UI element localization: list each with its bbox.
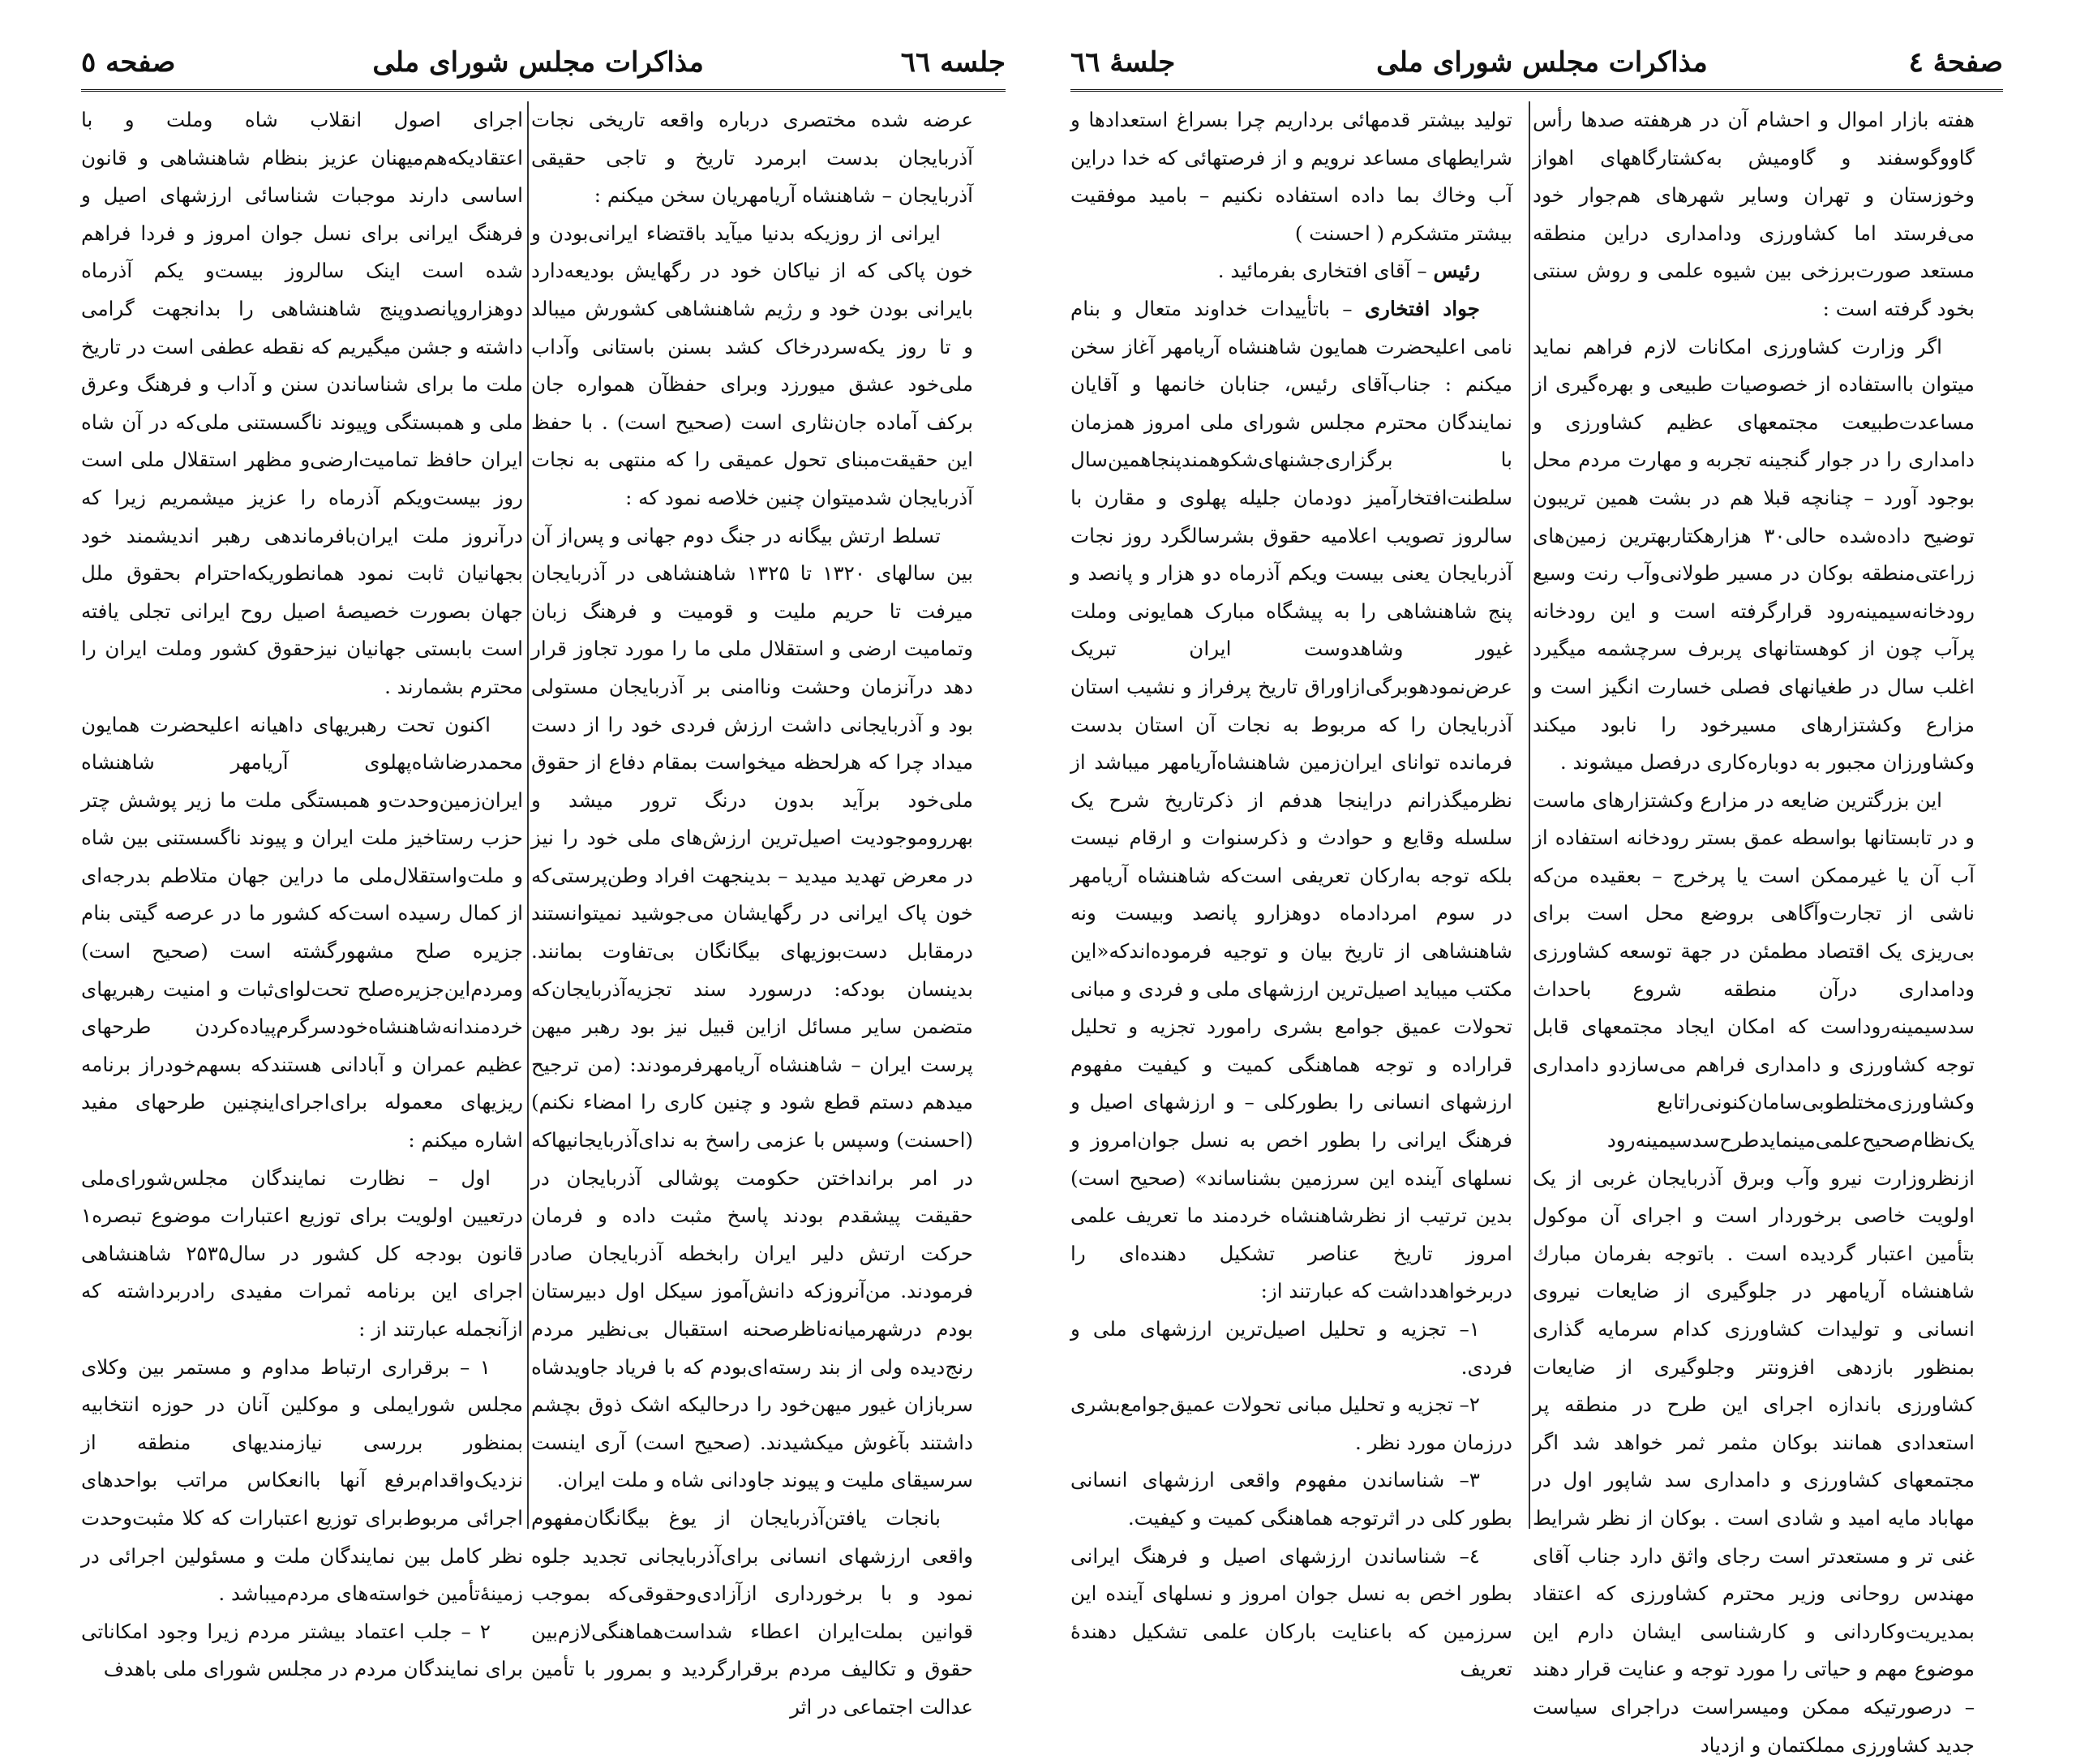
paragraph: اجرای اصول انقلاب شاه وملت و با اعتقادیکه‌هم‌میهنان عزیز بنظام شاهنشاهی و قانون اساسی دارند موجبات شناسائی ارزشهای اصیل و فرهنگ ایرانی برای نسل جوان امروز و فردا فراهم شده است اینک سالروز بیست‌و یکم آذرماه دوهزاروپانصدوپنج شاهنشاهی را بدانجهت گرامی داشته و جشن میگیریم که نقطه عطفی است در تاریخ ملت ما برای شناساندن سنن و آداب و فرهنگ وعرق ملی و همبستگی وپیوند ناگسستنی ملی‌که در آن شاه ایران حافظ تمامیت‌ارضی‌و مظهر استقلال ملی است روز بیست‌ویکم آذرماه را عزیز میشمریم زیرا که درآنروز ملت ایران‌بافرماندهی رهبر اندیشمند خود بجهانیان ثابت نمود همانطوریکه‌احترام بحقوق ملل جهان بصورت خصیصهٔ اصیل روح ایرانی تجلی یافته است بابستی جهانیان نیزحقوق کشور وملت ایران را محترم بشمارند . <box>81 108 523 698</box>
right-page-inner-column <box>1070 101 1512 1681</box>
left-column-divider <box>527 101 529 1529</box>
speech-text: – آقای افتخاری بفرمائید . <box>1217 259 1434 283</box>
paragraph: اول – نظارت نمایندگان مجلس‌شورای‌ملی درتعیین اولویت برای توزیع اعتبارات موضوع تبصره۱ قانون بودجه کل کشور در سال۲۵۳۵ شاهنشاهی اجرای این برنامه ثمرات مفیدی رادربرداشته که ازآنجمله عبارتند از : <box>81 1165 524 1341</box>
paragraph: ایرانی از روزیکه بدنیا میآید باقتضاء ایرانی‌بودن و خون پاکی که از نیاکان خود در رگهایش بودیعه‌دارد بایرانی بودن خود و رژیم شاهنشاهی کشورش میبالد و تا روز یکه‌سردرخاک کشد بسنن باستانی وآداب ملی‌خود عشق میورزد وبرای حفظآن همواره جان برکف آماده جان‌نثاری است (صحیح است) . با حفظ این حقیقت‌مبنای تحول عمیقی را که منتهی به نجات آذربایجان شدمیتوان چنین خلاصه نمود که : <box>531 221 973 509</box>
paragraph: ۱ – برقراری ارتباط مداوم و مستمر بین وکلای مجلس شورایملی و موکلین آنان در حوزه انتخابیه بمنظور بررسی نیازمندیهای منطقه از نزدیک‌واقدام‌برفع آنها باانعکاس مراتب بواحدهای اجرائی مربوط‌برای توزیع اعتبارات که کلا مثبت‌وحدت نظر کامل بین نمایندگان ملت و مسئولین اجرائی در زمینهٔ‌تأمین خواسته‌های مردم‌میباشد . <box>81 1354 523 1606</box>
right-page <box>1038 0 2076 1757</box>
list-item: ٤– شناساندن ارزشهای اصیل و فرهنگ ایرانی بطور اخص به نسل جوان امروز و نسلهای آینده این سرزمین که باعنایت بارکان علمی تشکیل دهندهٔ تعریف <box>1070 1543 1512 1681</box>
paragraph: عرضه شده مختصری دربار‌ه واقعه تاریخی نجات آذربایجان بدست ابرمرد تاریخ و تاجی حقیقی آذربایجان – شاهنشاه آریامهریان سخن میکنم : <box>531 108 973 208</box>
list-item: ۳– شناساندن مفهوم واقعی ارزشهای انسانی بطور کلی در اثرتوجه هماهنگی کمیت و کیفیت. <box>1070 1468 1512 1530</box>
left-page-inner-column <box>531 101 973 1719</box>
right-session-number: جلسهٔ ٦٦ <box>1070 46 1176 79</box>
left-session-number: جلسه ٦٦ <box>900 46 1006 79</box>
speaker-name: جواد افتخاری <box>1364 296 1480 320</box>
paragraph: این بزرگترین ضایعه در مزارع وکشتزارهای ماست و در تابستانها بواسطه عمق بستر رودخانه استفاده از آب آن یا غیرممکن است یا پرخرج – بعقیده من‌که ناشی از تجارت‌وآگاهی بروضع محل است برای بی‌ریزی یک اقتصاد مطمئن در جهة توسعه کشاورزی ودامداری درآن منطقه شروع باحداث سدسیمینه‌روداست که امکان ایجاد مجتمعهای قابل توجه کشاورزی و دامداری فراهم می‌سازدو دامداری وکشاورزی‌مختلطوبی‌سامان‌کنونی‌راتابع یک‌نظام‌صحیح‌علمی‌مینماید‌طرح‌سدسیمینه‌رود ازنظروزارت نیرو وآب وبرق آذربایجان غربی از یک اولویت خاصی برخوردار است و اجرای آن موکول بتأمین اعتبار گردیده است . باتوجه بفرمان مبارك شاهنشاه آریامهر در جلوگیری از ضایعات نیروی انسانی و تولیدات کشاورزی کدام سرمایه گذاری بمنظور بازدهی افزونتر وجلوگیری از ضایعات کشاورزی باندازه اجرای این طرح در منطقه پر استعدادی همانند بوکان مثمر ثمر خواهد شد اگر مجتمعهای کشاورزی و دامداری سد شاپور اول در مهاباد مایه امید و شادی است . بوکان از نظر شرایط غنی تر و مستعدتر است رجای واثق دارد جناب آقای مهندس روحانی وزیر محترم کشاورزی که اعتقاد بمدیریت‌وکاردانی و کارشناسی ایشان دارم این موضوع مهم و حیاتی را مورد توجه و عنایت قرار دهند – درصورتیکه ممکن ومیسراست دراجرای سیاست جدید کشاورزی مملکتمان و ازدیاد <box>1533 788 1975 1757</box>
right-page-number: صفحهٔ ٤ <box>1908 46 2003 79</box>
paragraph: اگر وزارت کشاورزی امکانات لازم فراهم نماید میتوان بااستفاده از خصوصیات طبیعی و بهره‌گیری از مساعدت‌طبیعت مجتمعهای عظیم کشاورزی و دامداری را در جوار گنجینه تجربه و مهارت مردم محل بوجود آورد – چنانچه قبلا هم در بشت همین تریبون توضیح داده‌شده‌ حالی۳۰ هزارهکتاربهترین زمین‌های زراعتی‌منطقه بوکان در مسیر طولانی‌وآب رنت وسیع رودخانه‌سیمینه‌رود قرارگرفته است و این رودخانه پرآب چون از کوهستانهای پربرف سرچشمه میگیرد اغلب سال در طغیانهای فصلی خسارت انگیز است و مزارع وکشتزارهای مسیرخود را نابود میکند وکشاورزان مجبور به دوباره‌کاری درفصل میشوند . <box>1533 334 1975 775</box>
left-page-outer-column <box>81 101 524 1681</box>
speech-paragraph <box>1070 290 1512 1311</box>
paragraph: بانجات یافتن‌آذربایجان از یوغ بیگانگان‌مفهوم واقعی ارزشهای انسانی برای‌آذربایجانی تجدید جلوه نمود و با برخورداری ازآزادی‌وحقوقی‌که بموجب قوانین بملت‌ایران اعطاء شداست‌هماهنگی‌لازم‌بین حقوق و تکالیف مردم برقرارگردید و بمرور با تأمین عدالت اجتماعی در اثر <box>531 1505 973 1719</box>
left-page-number: صفحه ٥ <box>81 46 176 79</box>
paragraph: تولید بیشتر قدمهائی برداریم چرا بسراغ استعدادها و شرایطهای مساعد نرویم و از فرصتهائی که خدا دراین آب وخاك بما داده استفاده نکنیم – باميد موفقیت بیشتر متشکرم ( احسنت ) <box>1070 108 1512 245</box>
left-running-title: مذاکرات مجلس شورای ملی <box>372 46 704 79</box>
right-header-rule <box>1070 89 2003 92</box>
paragraph: ۲ – جلب اعتماد بیشتر مردم زیرا وجود امکاناتی برای نمایندگان مردم در مجلس شورای ملی باهدف <box>81 1619 523 1681</box>
list-item: ۲– تجزیه و تحلیل مبانی تحولات عمیق‌جوامع‌بشری درزمان مورد نظر . <box>1070 1393 1512 1454</box>
right-page-header <box>1070 39 2003 86</box>
paragraph: اکنون تحت رهبریهای داهیانه اعلیحضرت همایون محمدرضاشاه‌پهلوی آریامهر شاهنشاه ایران‌زمین‌وحدت‌و همبستگی ملت ما زیر پوشش چتر حزب رستاخیز ملت ایران و پیوند ناگسستنی بین شاه و ملت‌واستقلال‌ملی ما دراین جهان متلاطم بدرجه‌ای از کمال رسیده است‌که کشور ما در عرصه گیتی بنام جزیره صلح مشهورگشته است (صحیح است) ومردم‌این‌جزیره‌صلح تحت‌لوای‌ثبات و امنیت رهبریهای خردمندانه‌شاهنشاه‌خودسرگرم‌پیاده‌کردن طرحهای عظیم عمران و آبادانی هستندکه بسهم‌خودراز برنامه ریزیهای معموله برای‌اجرای‌اینچنین طرحهای مفید اشاره میکنم : <box>81 712 523 1152</box>
right-running-title: مذاکرات مجلس شورای ملی <box>1376 46 1708 79</box>
speech-text: – باتأییدات خداوند متعال و بنام نامی اعلیحضرت همایون شاهنشاه آریامهر آغاز سخن میکنم : جناب‌آقای رئیس، جنابان خانمها و آقایان نمایندگان محترم مجلس شورای ملی امروز همزمان با برگزاری‌جشنهای‌شکوهمندپنجاهمین‌سال سلطنت‌افتخارآمیز دودمان جلیله پهلوی و مقارن با سالروز تصویب اعلامیه حقوق بشرسالگرد روز نجات آذربایجان یعنی بیست ویکم آذرماه دو هزار و پانصد و پنج شاهنشاهی را به پیشگاه مبارک همایونی وملت غیور وشاهدوست ایران تبریک عرض‌نمودهو‌برگی‌ازاوراق تاریخ پرفراز و نشیب استان آذربایجان را که مربوط به نجات آن استان بدست فرمانده توانای ایران‌زمین شاهنشاه‌آریامهر میباشد از نظرمیگذرانم دراینجا هدفم از ذکرتاریخ شرح یک سلسله وقایع و حوادث و ذکرسنوات و ارقام نیست بلکه توجه به‌ارکان تعریفی است‌که شاهنشاه آریامهر در سوم امردادماه دوهزارو پانصد وبیست ونه شاهنشاهی از تاریخ بیان و توجیه فرموده‌اندکه«این مکتب میباید اصیل‌ترین ارزشهای ملی و فردی و مبانی تحولات عمیق جوامع بشری رامورد تجزیه و تحلیل قراراده و توجه هماهنگی کمیت و کیفیت مفهوم ارزشهای انسانی را بطورکلی – و ارزشهای اصیل و فرهنگ ایرانی را بطور اخص به نسل جوان‌امروز و نسلهای آینده این سرزمین بشناساند» (صحیح است) بدین ترتیب از نظرشاهنشاه خردمند ما تعریف علمی امروز تاریخ عناصر تشکیل دهنده‌ای را دربرخواهدداشت که عبارتند از: <box>1070 296 1512 1303</box>
left-page-header <box>81 39 1006 86</box>
speech-paragraph <box>1070 252 1512 290</box>
left-header-rule <box>81 89 1006 92</box>
paragraph: هفته بازار اموال و احشام آن در هرهفته صدها رأس گاووگوسفند و گاومیش به‌کشتارگاههای اهواز وخوزستان و تهران وسایر شهرهای هم‌جوار خود می‌فرستد اما کشاورزی ودامداری دراین منطقه مستعد صورت‌برزخی بین شیوه علمی و روش سنتی بخود گرفته است : <box>1533 108 1975 320</box>
list-item: ۱– تجزیه و تحلیل اصیل‌ترین ارزشهای ملی و فردی. <box>1070 1317 1512 1379</box>
speaker-name: رئیس <box>1433 259 1480 283</box>
paragraph: تسلط ارتش بیگانه در جنگ دوم جهانی و پس‌از آن بین سالهای ۱۳۲۰ تا ۱۳۲۵ شاهنشاهی در آذربایجان میرفت تا حریم ملیت و قومیت و فرهنگ زبان وتمامیت ارضی و استقلال ملی ما را مورد تجاوز قرار دهد درآنزمان وحشت وناامنی بر آذربایجان مستولی بود و آذربایجانی داشت ارزش فردی خود را از دست میداد چرا که هرلحظه میخواست بمقام دفاع از حقوق ملی‌خود برآید بدون درنگ ترور میشد و بهرروموجودیت اصیل‌ترین ارزش‌های ملی خود را نیز در معرض تهدید میدید – بدینجهت افراد وطن‌پرستی‌که خون پاک ایرانی در رگهایشان می‌جوشید نمیتوانستند درمقابل دست‌بوزیهای بیگانگان بی‌تفاوت بمانند. بدینسان بودکه: درسورد سند تجزیه‌آذربایجان‌که متضمن سایر مسائل ازاین قبیل نیز بود رهبر میهن پرست ایران – شاهنشاه آریامهرفرمودند: (من ترجیح میدهم دستم قطع شود و چنین کاری را امضاء نکنم) (احسنت) وسپس با عزمی راسخ به ندای‌آذربایجانیها‌که در امر براندا‌ختن حکومت پوشالی آذربایجان در حقیقت پیشقدم بودند پاسخ مثبت داده و فرمان حرکت ارتش دلیر ایران رابخطه آذربایجان صادر فرمودند. من‌آنروزکه دانش‌آموز سیکل اول دبیرستان بودم درشهرمیانه‌ناظرصحنه استقبال بی‌نظیر مردم رنج‌دیده ولی از بند رسته‌ای‌بودم که با فریاد جاویدشاه سربازان غیور میهن‌خود را درحالیکه اشک ذوق بچشم داشتند بآغوش میکشیدند. (صحیح است) آری اینست سرسیقای ملیت و پیوند جاودانی شاه و ملت ایران. <box>531 523 973 1492</box>
right-column-divider <box>1529 101 1530 1529</box>
left-page <box>0 0 1038 1719</box>
right-page-outer-column <box>1533 101 1975 1757</box>
